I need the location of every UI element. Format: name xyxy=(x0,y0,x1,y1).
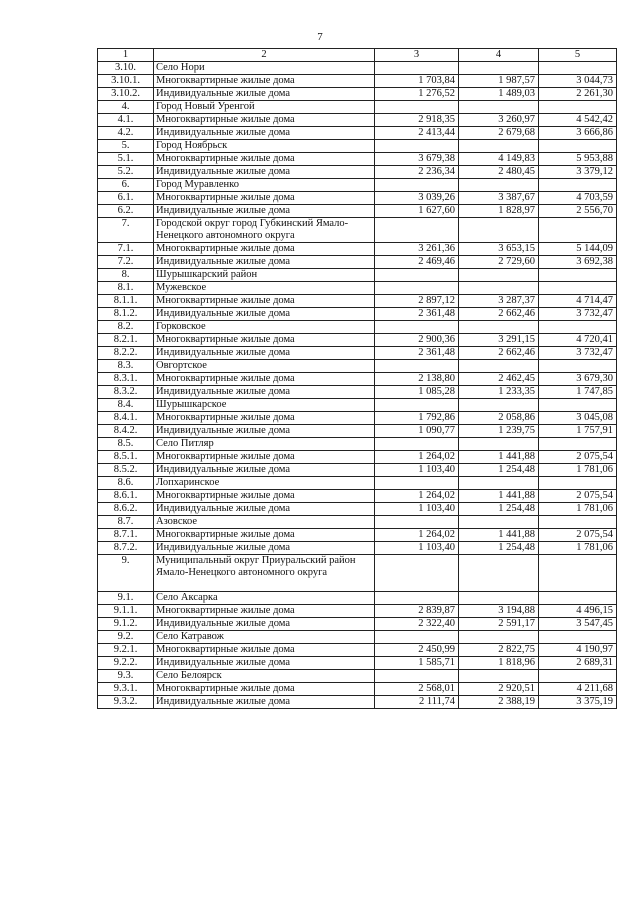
row-number-cell: 8.6.2. xyxy=(98,503,154,516)
row-name-cell: Село Питляр xyxy=(154,438,375,451)
table-body xyxy=(98,62,617,709)
value-col3-cell: 1 276,52 xyxy=(375,88,459,101)
value-col4-cell xyxy=(459,670,539,683)
table-row xyxy=(98,386,617,399)
value-col4-cell: 2 822,75 xyxy=(459,644,539,657)
value-col5-cell: 4 542,42 xyxy=(539,114,617,127)
row-number-cell: 8.4. xyxy=(98,399,154,412)
row-name-cell: Лопхаринское xyxy=(154,477,375,490)
row-number-cell: 5. xyxy=(98,140,154,153)
value-col4-cell: 1 254,48 xyxy=(459,503,539,516)
value-col4-cell xyxy=(459,399,539,412)
row-number-cell: 8.4.1. xyxy=(98,412,154,425)
row-name-cell: Многоквартирные жилые дома xyxy=(154,114,375,127)
value-col3-cell: 1 264,02 xyxy=(375,529,459,542)
value-col5-cell: 5 953,88 xyxy=(539,153,617,166)
row-number-cell: 8.3. xyxy=(98,360,154,373)
table-row xyxy=(98,153,617,166)
row-number-cell: 8.7. xyxy=(98,516,154,529)
value-col4-cell: 2 058,86 xyxy=(459,412,539,425)
row-number-cell: 8.6. xyxy=(98,477,154,490)
row-number-cell: 4.1. xyxy=(98,114,154,127)
row-name-cell: Индивидуальные жилые дома xyxy=(154,542,375,555)
value-col3-cell: 1 103,40 xyxy=(375,503,459,516)
table-row xyxy=(98,618,617,631)
table-row xyxy=(98,425,617,438)
row-name-cell: Многоквартирные жилые дома xyxy=(154,490,375,503)
value-col4-cell xyxy=(459,438,539,451)
value-col3-cell: 1 264,02 xyxy=(375,490,459,503)
value-col5-cell xyxy=(539,62,617,75)
value-col4-cell xyxy=(459,360,539,373)
value-col3-cell xyxy=(375,179,459,192)
row-name-cell: Индивидуальные жилые дома xyxy=(154,464,375,477)
column-header: 3 xyxy=(375,49,459,62)
row-name-cell: Многоквартирные жилые дома xyxy=(154,644,375,657)
value-col3-cell: 2 897,12 xyxy=(375,295,459,308)
row-number-cell: 9.2. xyxy=(98,631,154,644)
table-row xyxy=(98,373,617,386)
value-col4-cell xyxy=(459,140,539,153)
value-col5-cell xyxy=(539,592,617,605)
value-col5-cell: 1 781,06 xyxy=(539,503,617,516)
table-row xyxy=(98,205,617,218)
value-col4-cell xyxy=(459,321,539,334)
value-col5-cell: 3 044,73 xyxy=(539,75,617,88)
value-col5-cell xyxy=(539,438,617,451)
value-col3-cell xyxy=(375,218,459,243)
table-row xyxy=(98,127,617,140)
row-name-cell: Многоквартирные жилые дома xyxy=(154,295,375,308)
value-col4-cell: 1 441,88 xyxy=(459,529,539,542)
row-name-cell: Горковское xyxy=(154,321,375,334)
value-col5-cell: 1 757,91 xyxy=(539,425,617,438)
table-row xyxy=(98,140,617,153)
value-col5-cell xyxy=(539,477,617,490)
table-row xyxy=(98,555,617,592)
table-row xyxy=(98,269,617,282)
row-number-cell: 7. xyxy=(98,218,154,243)
value-col4-cell: 3 194,88 xyxy=(459,605,539,618)
table-row xyxy=(98,218,617,243)
row-number-cell: 8. xyxy=(98,269,154,282)
value-col3-cell xyxy=(375,477,459,490)
row-name-cell: Овгортское xyxy=(154,360,375,373)
value-col5-cell: 4 720,41 xyxy=(539,334,617,347)
row-name-cell: Индивидуальные жилые дома xyxy=(154,88,375,101)
value-col5-cell xyxy=(539,218,617,243)
row-number-cell: 8.7.2. xyxy=(98,542,154,555)
value-col3-cell xyxy=(375,631,459,644)
value-col4-cell xyxy=(459,516,539,529)
value-col4-cell: 3 287,37 xyxy=(459,295,539,308)
table-row xyxy=(98,670,617,683)
table-row xyxy=(98,696,617,709)
value-col5-cell: 1 781,06 xyxy=(539,542,617,555)
value-col5-cell: 3 379,12 xyxy=(539,166,617,179)
table-row xyxy=(98,282,617,295)
value-col3-cell: 2 138,80 xyxy=(375,373,459,386)
table-row xyxy=(98,399,617,412)
value-col4-cell xyxy=(459,477,539,490)
row-name-cell: Индивидуальные жилые дома xyxy=(154,503,375,516)
value-col4-cell: 1 489,03 xyxy=(459,88,539,101)
row-name-cell: Индивидуальные жилые дома xyxy=(154,256,375,269)
row-number-cell: 3.10. xyxy=(98,62,154,75)
table-row xyxy=(98,605,617,618)
value-col3-cell: 3 679,38 xyxy=(375,153,459,166)
table-row xyxy=(98,256,617,269)
value-col4-cell xyxy=(459,555,539,592)
value-col3-cell: 2 361,48 xyxy=(375,308,459,321)
table-row xyxy=(98,75,617,88)
value-col3-cell xyxy=(375,101,459,114)
table-row xyxy=(98,295,617,308)
value-col5-cell: 3 547,45 xyxy=(539,618,617,631)
table-row xyxy=(98,334,617,347)
value-col3-cell xyxy=(375,360,459,373)
value-col4-cell: 1 254,48 xyxy=(459,464,539,477)
value-col5-cell xyxy=(539,631,617,644)
row-number-cell: 8.2.2. xyxy=(98,347,154,360)
value-col4-cell xyxy=(459,62,539,75)
row-name-cell: Многоквартирные жилые дома xyxy=(154,605,375,618)
value-col3-cell: 2 839,87 xyxy=(375,605,459,618)
table-row xyxy=(98,451,617,464)
row-number-cell: 8.1.1. xyxy=(98,295,154,308)
value-col3-cell: 1 264,02 xyxy=(375,451,459,464)
row-number-cell: 9. xyxy=(98,555,154,592)
value-col5-cell: 2 261,30 xyxy=(539,88,617,101)
row-number-cell: 8.7.1. xyxy=(98,529,154,542)
tariff-table xyxy=(97,48,617,709)
value-col5-cell: 2 075,54 xyxy=(539,529,617,542)
row-number-cell: 5.2. xyxy=(98,166,154,179)
table-row xyxy=(98,243,617,256)
table-row xyxy=(98,321,617,334)
value-col4-cell: 3 387,67 xyxy=(459,192,539,205)
value-col5-cell: 1 781,06 xyxy=(539,464,617,477)
row-number-cell: 8.3.1. xyxy=(98,373,154,386)
row-name-cell: Городской округ город Губкинский Ямало-Ненецкого автономного округа xyxy=(154,218,375,243)
row-number-cell: 8.5. xyxy=(98,438,154,451)
value-col3-cell xyxy=(375,670,459,683)
value-col3-cell: 1 703,84 xyxy=(375,75,459,88)
value-col3-cell: 1 085,28 xyxy=(375,386,459,399)
value-col4-cell: 2 729,60 xyxy=(459,256,539,269)
value-col5-cell xyxy=(539,670,617,683)
value-col5-cell xyxy=(539,399,617,412)
value-col3-cell: 1 585,71 xyxy=(375,657,459,670)
column-header: 1 xyxy=(98,49,154,62)
value-col4-cell: 4 149,83 xyxy=(459,153,539,166)
table-row xyxy=(98,529,617,542)
row-number-cell: 6.1. xyxy=(98,192,154,205)
row-name-cell: Индивидуальные жилые дома xyxy=(154,205,375,218)
table-header-row xyxy=(98,49,617,62)
row-name-cell: Индивидуальные жилые дома xyxy=(154,127,375,140)
row-name-cell: Многоквартирные жилые дома xyxy=(154,412,375,425)
value-col4-cell: 2 480,45 xyxy=(459,166,539,179)
table-row xyxy=(98,438,617,451)
column-header: 5 xyxy=(539,49,617,62)
value-col4-cell: 2 591,17 xyxy=(459,618,539,631)
row-name-cell: Многоквартирные жилые дома xyxy=(154,683,375,696)
row-name-cell: Многоквартирные жилые дома xyxy=(154,529,375,542)
table-row xyxy=(98,683,617,696)
value-col4-cell xyxy=(459,179,539,192)
row-name-cell: Индивидуальные жилые дома xyxy=(154,618,375,631)
table-row xyxy=(98,88,617,101)
value-col4-cell xyxy=(459,218,539,243)
row-name-cell: Село Катравож xyxy=(154,631,375,644)
row-number-cell: 9.1. xyxy=(98,592,154,605)
value-col3-cell: 1 103,40 xyxy=(375,542,459,555)
row-number-cell: 9.1.2. xyxy=(98,618,154,631)
column-header: 4 xyxy=(459,49,539,62)
row-name-cell: Индивидуальные жилые дома xyxy=(154,347,375,360)
value-col4-cell xyxy=(459,592,539,605)
value-col4-cell: 3 291,15 xyxy=(459,334,539,347)
value-col5-cell: 4 714,47 xyxy=(539,295,617,308)
value-col4-cell xyxy=(459,269,539,282)
row-number-cell: 8.5.2. xyxy=(98,464,154,477)
row-name-cell: Шурышкарский район xyxy=(154,269,375,282)
row-name-cell: Село Белоярск xyxy=(154,670,375,683)
row-number-cell: 9.2.1. xyxy=(98,644,154,657)
value-col4-cell: 1 239,75 xyxy=(459,425,539,438)
value-col5-cell: 3 666,86 xyxy=(539,127,617,140)
row-name-cell: Муниципальный округ Приуральский район Ямало-Ненецкого автономного округа xyxy=(154,555,375,592)
value-col5-cell: 3 732,47 xyxy=(539,308,617,321)
value-col4-cell: 1 987,57 xyxy=(459,75,539,88)
value-col3-cell: 2 918,35 xyxy=(375,114,459,127)
value-col3-cell: 1 090,77 xyxy=(375,425,459,438)
row-number-cell: 8.2.1. xyxy=(98,334,154,347)
value-col3-cell: 2 361,48 xyxy=(375,347,459,360)
value-col3-cell xyxy=(375,592,459,605)
value-col5-cell: 4 703,59 xyxy=(539,192,617,205)
value-col3-cell: 3 039,26 xyxy=(375,192,459,205)
value-col3-cell: 2 568,01 xyxy=(375,683,459,696)
row-number-cell: 3.10.1. xyxy=(98,75,154,88)
value-col3-cell: 2 450,99 xyxy=(375,644,459,657)
row-number-cell: 9.3.1. xyxy=(98,683,154,696)
value-col5-cell: 1 747,85 xyxy=(539,386,617,399)
value-col5-cell: 3 692,38 xyxy=(539,256,617,269)
row-number-cell: 7.2. xyxy=(98,256,154,269)
row-name-cell: Город Новый Уренгой xyxy=(154,101,375,114)
value-col3-cell xyxy=(375,516,459,529)
value-col3-cell: 2 900,36 xyxy=(375,334,459,347)
row-name-cell: Шурышкарское xyxy=(154,399,375,412)
value-col4-cell: 1 233,35 xyxy=(459,386,539,399)
value-col4-cell: 3 653,15 xyxy=(459,243,539,256)
row-number-cell: 8.6.1. xyxy=(98,490,154,503)
value-col4-cell: 2 662,46 xyxy=(459,308,539,321)
value-col3-cell: 1 627,60 xyxy=(375,205,459,218)
value-col4-cell: 1 818,96 xyxy=(459,657,539,670)
row-number-cell: 9.2.2. xyxy=(98,657,154,670)
value-col5-cell: 3 679,30 xyxy=(539,373,617,386)
row-name-cell: Город Муравленко xyxy=(154,179,375,192)
row-number-cell: 4.2. xyxy=(98,127,154,140)
value-col5-cell xyxy=(539,321,617,334)
value-col5-cell: 2 075,54 xyxy=(539,451,617,464)
table-row xyxy=(98,516,617,529)
table-row xyxy=(98,114,617,127)
table-row xyxy=(98,347,617,360)
value-col3-cell xyxy=(375,321,459,334)
value-col3-cell xyxy=(375,438,459,451)
table-row xyxy=(98,464,617,477)
row-name-cell: Многоквартирные жилые дома xyxy=(154,451,375,464)
value-col4-cell: 2 462,45 xyxy=(459,373,539,386)
value-col5-cell: 3 375,19 xyxy=(539,696,617,709)
value-col4-cell xyxy=(459,631,539,644)
value-col5-cell xyxy=(539,101,617,114)
value-col5-cell: 2 556,70 xyxy=(539,205,617,218)
row-number-cell: 6.2. xyxy=(98,205,154,218)
row-number-cell: 7.1. xyxy=(98,243,154,256)
row-name-cell: Многоквартирные жилые дома xyxy=(154,373,375,386)
table-row xyxy=(98,101,617,114)
row-name-cell: Село Аксарка xyxy=(154,592,375,605)
value-col3-cell xyxy=(375,282,459,295)
table-row xyxy=(98,657,617,670)
value-col4-cell: 2 662,46 xyxy=(459,347,539,360)
row-name-cell: Многоквартирные жилые дома xyxy=(154,334,375,347)
value-col3-cell: 2 469,46 xyxy=(375,256,459,269)
value-col3-cell xyxy=(375,399,459,412)
row-name-cell: Индивидуальные жилые дома xyxy=(154,386,375,399)
table-row xyxy=(98,477,617,490)
value-col3-cell xyxy=(375,140,459,153)
row-name-cell: Индивидуальные жилые дома xyxy=(154,657,375,670)
table-row xyxy=(98,631,617,644)
value-col3-cell: 1 103,40 xyxy=(375,464,459,477)
row-number-cell: 8.3.2. xyxy=(98,386,154,399)
row-number-cell: 4. xyxy=(98,101,154,114)
row-name-cell: Село Нори xyxy=(154,62,375,75)
table-row xyxy=(98,542,617,555)
value-col5-cell: 2 689,31 xyxy=(539,657,617,670)
value-col5-cell: 2 075,54 xyxy=(539,490,617,503)
row-name-cell: Индивидуальные жилые дома xyxy=(154,308,375,321)
table-row xyxy=(98,62,617,75)
value-col5-cell: 3 045,08 xyxy=(539,412,617,425)
row-number-cell: 8.5.1. xyxy=(98,451,154,464)
row-number-cell: 6. xyxy=(98,179,154,192)
row-name-cell: Многоквартирные жилые дома xyxy=(154,153,375,166)
row-name-cell: Многоквартирные жилые дома xyxy=(154,75,375,88)
value-col4-cell: 2 388,19 xyxy=(459,696,539,709)
row-number-cell: 8.1. xyxy=(98,282,154,295)
value-col4-cell: 2 679,68 xyxy=(459,127,539,140)
row-number-cell: 9.1.1. xyxy=(98,605,154,618)
value-col4-cell: 1 254,48 xyxy=(459,542,539,555)
page-number: 7 xyxy=(317,31,323,43)
table-row xyxy=(98,179,617,192)
value-col5-cell: 5 144,09 xyxy=(539,243,617,256)
column-header: 2 xyxy=(154,49,375,62)
value-col5-cell: 4 211,68 xyxy=(539,683,617,696)
value-col4-cell: 1 441,88 xyxy=(459,451,539,464)
row-number-cell: 9.3.2. xyxy=(98,696,154,709)
table-row xyxy=(98,192,617,205)
table-row xyxy=(98,490,617,503)
value-col4-cell: 3 260,97 xyxy=(459,114,539,127)
value-col5-cell: 4 496,15 xyxy=(539,605,617,618)
table-row xyxy=(98,166,617,179)
value-col5-cell xyxy=(539,516,617,529)
row-number-cell: 3.10.2. xyxy=(98,88,154,101)
row-name-cell: Индивидуальные жилые дома xyxy=(154,425,375,438)
row-name-cell: Мужевское xyxy=(154,282,375,295)
value-col3-cell: 3 261,36 xyxy=(375,243,459,256)
table-row xyxy=(98,592,617,605)
value-col3-cell xyxy=(375,269,459,282)
table-row xyxy=(98,412,617,425)
row-name-cell: Индивидуальные жилые дома xyxy=(154,696,375,709)
row-name-cell: Город Ноябрьск xyxy=(154,140,375,153)
value-col5-cell xyxy=(539,360,617,373)
value-col3-cell xyxy=(375,62,459,75)
row-number-cell: 9.3. xyxy=(98,670,154,683)
value-col4-cell xyxy=(459,282,539,295)
value-col3-cell: 2 111,74 xyxy=(375,696,459,709)
row-number-cell: 8.1.2. xyxy=(98,308,154,321)
value-col4-cell: 2 920,51 xyxy=(459,683,539,696)
value-col5-cell: 4 190,97 xyxy=(539,644,617,657)
value-col5-cell xyxy=(539,282,617,295)
row-number-cell: 8.4.2. xyxy=(98,425,154,438)
value-col3-cell: 2 413,44 xyxy=(375,127,459,140)
value-col5-cell xyxy=(539,140,617,153)
value-col3-cell: 2 236,34 xyxy=(375,166,459,179)
value-col3-cell: 1 792,86 xyxy=(375,412,459,425)
value-col5-cell: 3 732,47 xyxy=(539,347,617,360)
value-col4-cell xyxy=(459,101,539,114)
value-col4-cell: 1 828,97 xyxy=(459,205,539,218)
row-number-cell: 8.2. xyxy=(98,321,154,334)
row-name-cell: Индивидуальные жилые дома xyxy=(154,166,375,179)
value-col5-cell xyxy=(539,555,617,592)
table-row xyxy=(98,503,617,516)
table-row xyxy=(98,360,617,373)
table-row xyxy=(98,644,617,657)
row-name-cell: Азовское xyxy=(154,516,375,529)
table-row xyxy=(98,308,617,321)
value-col5-cell xyxy=(539,179,617,192)
value-col5-cell xyxy=(539,269,617,282)
value-col3-cell: 2 322,40 xyxy=(375,618,459,631)
row-name-cell: Многоквартирные жилые дома xyxy=(154,243,375,256)
row-number-cell: 5.1. xyxy=(98,153,154,166)
value-col4-cell: 1 441,88 xyxy=(459,490,539,503)
row-name-cell: Многоквартирные жилые дома xyxy=(154,192,375,205)
value-col3-cell xyxy=(375,555,459,592)
